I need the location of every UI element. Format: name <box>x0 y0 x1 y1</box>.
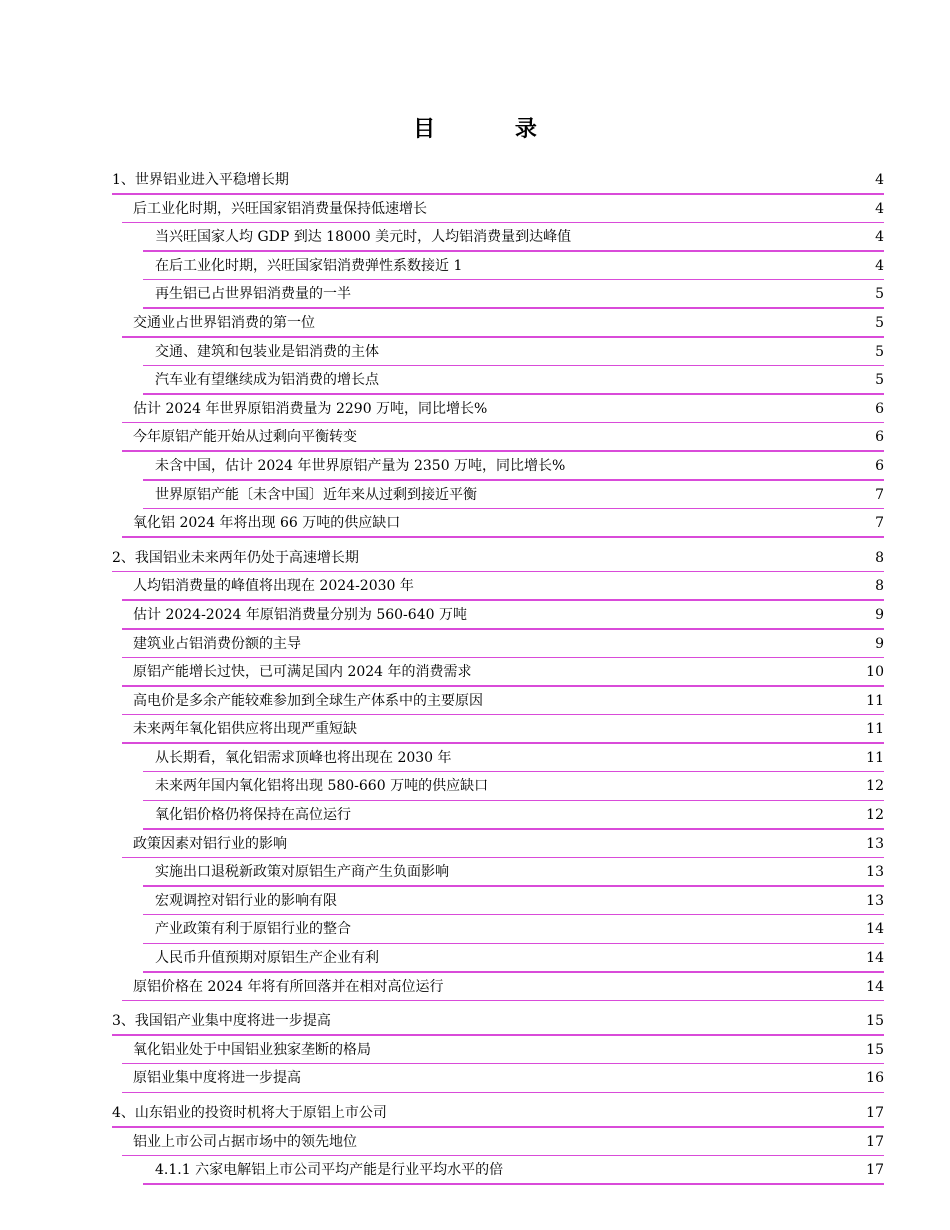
toc-entry-level-2[interactable] <box>112 509 884 538</box>
toc-entry-level-1[interactable] <box>112 544 884 573</box>
toc-entry-title: 世界原铝产能〔未含中国〕近年来从过剩到接近平衡 <box>155 486 477 503</box>
toc-entry-level-3[interactable] <box>112 280 884 309</box>
toc-entry-title: 宏观调控对铝行业的影响有限 <box>155 892 337 909</box>
toc-entry-title: 估计 2024-2024 年原铝消费量分别为 560-640 万吨 <box>133 606 467 623</box>
toc-entry-page-number: 9 <box>875 606 884 623</box>
toc-entry-level-2[interactable] <box>112 830 884 859</box>
toc-entry-title: 当兴旺国家人均 GDP 到达 18000 美元时，人均铝消费量到达峰值 <box>155 229 572 246</box>
toc-entry-title: 未含中国，估计 2024 年世界原铝产量为 2350 万吨，同比增长% <box>155 457 566 474</box>
toc-entry-level-2[interactable] <box>112 1128 884 1157</box>
toc-entry-title: 1、世界铝业进入平稳增长期 <box>112 172 289 188</box>
toc-entry-level-2[interactable] <box>112 1036 884 1065</box>
toc-entry-page-number: 5 <box>875 314 884 331</box>
toc-entry-title: 产业政策有利于原铝行业的整合 <box>155 921 351 938</box>
toc-entry-title: 建筑业占铝消费份额的主导 <box>133 635 301 652</box>
toc-entry-page-number: 5 <box>875 286 884 303</box>
toc-entry-title: 在后工业化时期，兴旺国家铝消费弹性系数接近 1 <box>155 257 463 274</box>
toc-entry-title: 原铝业集中度将进一步提高 <box>133 1070 301 1087</box>
toc-entry-page-number: 5 <box>875 372 884 389</box>
toc-entry-level-3[interactable] <box>112 772 884 801</box>
toc-entry-level-3[interactable] <box>112 887 884 916</box>
toc-entry-title: 实施出口退税新政策对原铝生产商产生负面影响 <box>155 864 449 881</box>
toc-entry-title: 未来两年氧化铝供应将出现严重短缺 <box>133 721 357 738</box>
toc-entry-level-2[interactable] <box>112 973 884 1002</box>
toc-entry-page-number: 17 <box>866 1105 884 1121</box>
toc-entry-level-3[interactable] <box>112 1156 884 1185</box>
toc-entry-level-2[interactable] <box>112 395 884 424</box>
toc-entry-page-number: 11 <box>866 721 884 738</box>
toc-entry-page-number: 4 <box>875 257 884 274</box>
toc-entry-level-3[interactable] <box>112 858 884 887</box>
toc-entry-page-number: 14 <box>866 921 884 938</box>
toc-entry-page-number: 17 <box>866 1133 884 1150</box>
toc-entry-page-number: 10 <box>866 664 884 681</box>
toc-entry-page-number: 4 <box>875 229 884 246</box>
toc-entry-title: 4.1.1 六家电解铝上市公司平均产能是行业平均水平的倍 <box>155 1162 504 1179</box>
toc-entry-title: 交通业占世界铝消费的第一位 <box>133 314 315 331</box>
toc-entry-page-number: 7 <box>875 515 884 532</box>
toc-entry-level-3[interactable] <box>112 744 884 773</box>
toc-entry-level-3[interactable] <box>112 452 884 481</box>
toc-entry-level-1[interactable] <box>112 1099 884 1128</box>
toc-entry-title: 氧化铝价格仍将保持在高位运行 <box>155 807 351 824</box>
toc-entry-level-2[interactable] <box>112 601 884 630</box>
toc-entry-level-1[interactable] <box>112 166 884 195</box>
toc-entry-page-number: 13 <box>866 892 884 909</box>
toc-entry-page-number: 12 <box>866 778 884 795</box>
toc-entry-title: 从长期看，氧化铝需求顶峰也将出现在 2030 年 <box>155 749 452 766</box>
toc-entry-page-number: 6 <box>875 457 884 474</box>
toc-entry-page-number: 13 <box>866 864 884 881</box>
toc-entry-level-2[interactable] <box>112 309 884 338</box>
toc-entry-level-2[interactable] <box>112 572 884 601</box>
toc-entry-page-number: 11 <box>866 749 884 766</box>
toc-entry-title: 汽车业有望继续成为铝消费的增长点 <box>155 372 379 389</box>
toc-entry-level-3[interactable] <box>112 801 884 830</box>
toc-entry-level-2[interactable] <box>112 687 884 716</box>
toc-entry-level-3[interactable] <box>112 915 884 944</box>
toc-entry-level-3[interactable] <box>112 944 884 973</box>
toc-entry-page-number: 5 <box>875 343 884 360</box>
toc-entry-page-number: 9 <box>875 635 884 652</box>
toc-entry-level-3[interactable] <box>112 338 884 367</box>
toc-entry-page-number: 15 <box>866 1013 884 1030</box>
toc-entry-level-2[interactable] <box>112 1064 884 1093</box>
toc-entry-level-2[interactable] <box>112 423 884 452</box>
toc-entry-title: 高电价是多余产能较难参加到全球生产体系中的主要原因 <box>133 692 483 709</box>
toc-entry-title: 氧化铝 2024 年将出现 66 万吨的供应缺口 <box>133 515 401 532</box>
toc-entry-level-1[interactable] <box>112 1007 884 1036</box>
toc-entry-page-number: 6 <box>875 429 884 446</box>
toc-entry-title: 今年原铝产能开始从过剩向平衡转变 <box>133 429 357 446</box>
toc-entry-level-2[interactable] <box>112 658 884 687</box>
toc-entry-title: 氧化铝业处于中国铝业独家垄断的格局 <box>133 1041 371 1058</box>
toc-entry-title: 未来两年国内氧化铝将出现 580-660 万吨的供应缺口 <box>155 778 489 795</box>
table-of-contents <box>112 166 884 1185</box>
toc-entry-level-2[interactable] <box>112 195 884 224</box>
toc-entry-page-number: 15 <box>866 1041 884 1058</box>
toc-entry-page-number: 11 <box>866 692 884 709</box>
toc-entry-page-number: 8 <box>875 549 884 566</box>
toc-entry-page-number: 13 <box>866 835 884 852</box>
toc-entry-level-3[interactable] <box>112 481 884 510</box>
toc-entry-level-3[interactable] <box>112 366 884 395</box>
toc-entry-title: 估计 2024 年世界原铝消费量为 2290 万吨，同比增长% <box>133 400 488 417</box>
toc-entry-title: 交通、建筑和包装业是铝消费的主体 <box>155 343 379 360</box>
toc-entry-page-number: 17 <box>866 1162 884 1179</box>
toc-entry-page-number: 8 <box>875 578 884 595</box>
toc-entry-level-2[interactable] <box>112 715 884 744</box>
toc-entry-title: 人均铝消费量的峰值将出现在 2024-2030 年 <box>133 578 414 595</box>
toc-entry-title: 政策因素对铝行业的影响 <box>133 835 287 852</box>
toc-entry-page-number: 14 <box>866 950 884 967</box>
toc-entry-title: 2、我国铝业未来两年仍处于高速增长期 <box>112 549 359 566</box>
toc-entry-page-number: 16 <box>866 1070 884 1087</box>
toc-entry-page-number: 12 <box>866 807 884 824</box>
toc-entry-title: 原铝产能增长过快，已可满足国内 2024 年的消费需求 <box>133 664 472 681</box>
toc-entry-title: 后工业化时期，兴旺国家铝消费量保持低速增长 <box>133 200 427 217</box>
toc-entry-level-3[interactable] <box>112 223 884 252</box>
toc-entry-title: 铝业上市公司占据市场中的领先地位 <box>133 1133 357 1150</box>
toc-entry-page-number: 6 <box>875 400 884 417</box>
toc-entry-page-number: 4 <box>875 200 884 217</box>
toc-entry-page-number: 7 <box>875 486 884 503</box>
toc-entry-title: 再生铝已占世界铝消费量的一半 <box>155 286 351 303</box>
toc-entry-page-number: 4 <box>875 172 884 188</box>
toc-entry-title: 原铝价格在 2024 年将有所回落并在相对高位运行 <box>133 978 444 995</box>
toc-entry-title: 4、山东铝业的投资时机将大于原铝上市公司 <box>112 1105 387 1121</box>
toc-entry-level-2[interactable] <box>112 630 884 659</box>
toc-entry-title: 3、我国铝产业集中度将进一步提高 <box>112 1013 331 1030</box>
toc-entry-title: 人民币升值预期对原铝生产企业有利 <box>155 950 379 967</box>
toc-entry-level-3[interactable] <box>112 252 884 281</box>
page-title: 目 录 <box>413 116 573 142</box>
toc-entry-page-number: 14 <box>866 978 884 995</box>
